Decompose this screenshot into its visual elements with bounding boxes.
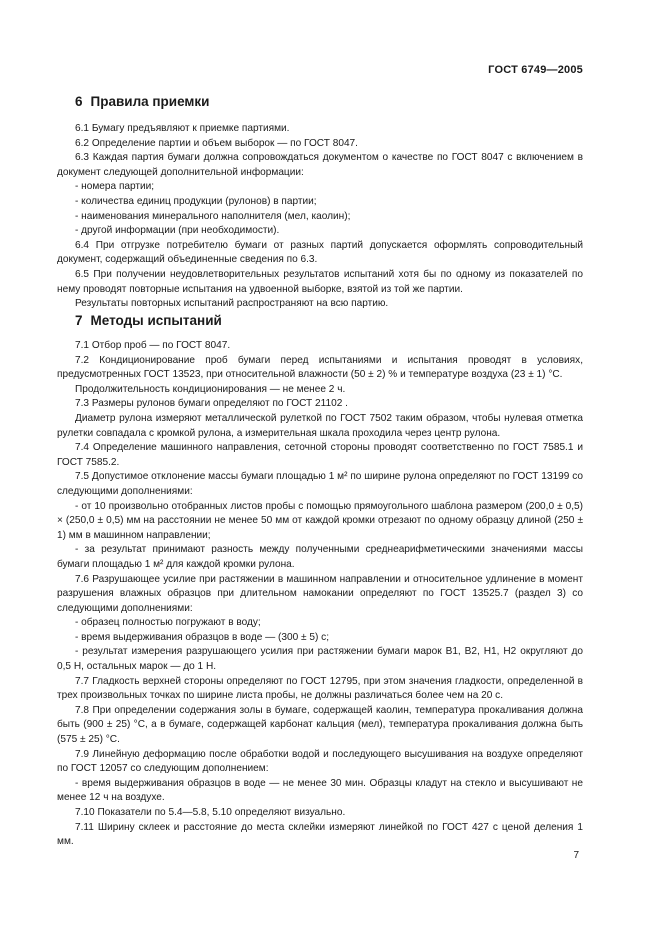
paragraph-6-1: 6.1 Бумагу предъявляют к приемке партиями.: [75, 123, 290, 134]
paragraph-7-2: 7.2 Кондиционирование проб бумаги перед испытаниями и испытания проводят в условиях, предусмотренных ГОСТ 13523, при относительной влажности (50 ± 2) % и температуре воздуха (23 ± 1) °С.: [57, 354, 583, 381]
paragraph-6-5-note: Результаты повторных испытаний распространяют на всю партию.: [75, 298, 389, 310]
paragraph-7-9: 7.9 Линейную деформацию после обработки водой и последующего высушивания на воздухе определяют по ГОСТ 12057 со следующим дополнением:: [57, 748, 583, 775]
list-item: - образец полностью погружают в воду;: [75, 617, 261, 629]
section-6-number: 6: [75, 94, 83, 109]
paragraph-7-4: 7.4 Определение машинного направления, сеточной стороны проводят соответственно по ГОСТ 7585.1 и ГОСТ 7585.2.: [57, 442, 583, 468]
list-item: - наименования минерального наполнителя (мел, каолин);: [75, 210, 351, 222]
section-7-number: 7: [75, 313, 83, 328]
list-item: - от 10 произвольно отобранных листов пробы с помощью прямоугольного шаблона размером (200,0 ± 0,5) × (250,0 ± 0,5) мм на расстоянии не менее 50 мм от каждой кромки отрезают по одному образцу длиной (250 ± 1) мм в машинном направлении;: [57, 500, 583, 541]
paragraph-7-2-note: Продолжительность кондиционирования — не менее 2 ч.: [75, 383, 346, 395]
document-header: ГОСТ 6749—2005: [488, 64, 583, 76]
paragraph-7-1: 7.1 Отбор проб — по ГОСТ 8047.: [75, 340, 231, 351]
section-7-title: Методы испытаний: [90, 313, 222, 328]
paragraph-7-3-note: Диаметр рулона измеряют металлической рулеткой по ГОСТ 7502 таким образом, чтобы нулевая отметка рулетки совпадала с кромкой рулона, а измерительная шкала проходила через центр рулона.: [57, 412, 583, 439]
paragraph-6-3: 6.3 Каждая партия бумаги должна сопровождаться документом о качестве по ГОСТ 8047 с включением в документ следующей дополнительной информации:: [57, 152, 583, 178]
list-item: - другой информации (при необходимости).: [75, 225, 280, 237]
page-number: 7: [573, 850, 579, 861]
section-6-title: Правила приемки: [90, 94, 210, 109]
list-item: - время выдерживания образцов в воде — (300 ± 5) с;: [75, 631, 330, 643]
paragraph-7-3: 7.3 Размеры рулонов бумаги определяют по ГОСТ 21102 .: [75, 398, 348, 410]
paragraph-6-5: 6.5 При получении неудовлетворительных результатов испытаний хотя бы по одному из показателей по нему проводят повторные испытания на удвоенной выборке, взятой из той же партии.: [57, 268, 583, 295]
paragraph-6-4: 6.4 При отгрузке потребителю бумаги от разных партий допускается оформлять сопроводительный документ, содержащий объединенные сведения по 6.3.: [57, 239, 583, 266]
paragraph-7-5: 7.5 Допустимое отклонение массы бумаги площадью 1 м² по ширине рулона определяют по ГОСТ 13199 со следующими дополнениями:: [57, 471, 583, 497]
paragraph-7-7: 7.7 Гладкость верхней стороны определяют по ГОСТ 12795, при этом значения гладкости, определенной в трех произвольных точках по ширине листа пробы, не должны различаться более чем на 20 с.: [57, 675, 583, 702]
section-7-heading: [75, 313, 222, 328]
paragraph-7-6: 7.6 Разрушающее усилие при растяжении в машинном направлении и относительное удлинение в момент разрушения влажных образцов при длительном намокании определяют по ГОСТ 13525.7 (раздел 3) со следующими дополнениями:: [57, 573, 583, 614]
paragraph-7-11: 7.11 Ширину склеек и расстояние до места склейки измеряют линейкой по ГОСТ 427 с ценой деления 1 мм.: [57, 821, 583, 848]
section-6-body: [57, 122, 583, 312]
list-item: - время выдерживания образцов в воде — не менее 30 мин. Образцы кладут на стекло и высушивают не менее 12 ч на воздухе.: [57, 777, 583, 804]
list-item: - номера партии;: [75, 181, 155, 193]
section-6-heading: [75, 94, 209, 109]
paragraph-6-2: 6.2 Определение партии и объем выборок — по ГОСТ 8047.: [75, 137, 358, 149]
list-item: - результат измерения разрушающего усилия при растяжении бумаги марок В1, В2, Н1, Н2 округляют до 0,5 Н, остальных марок — до 1 Н.: [57, 646, 583, 673]
list-item: - за результат принимают разность между полученными среднеарифметическими значениями массы бумаги площадью 1 м² для каждой кромки рулона.: [57, 544, 583, 570]
paragraph-7-10: 7.10 Показатели по 5.4—5.8, 5.10 определяют визуально.: [75, 807, 346, 818]
section-7-body: [57, 339, 583, 850]
paragraph-7-8: 7.8 При определении содержания золы в бумаге, содержащей каолин, температура прокаливания должна быть (900 ± 25) °С, а в бумаге, содержащей карбонат кальция (мел), температура прокаливания должна быть (575 ± 25) °С.: [57, 704, 583, 746]
list-item: - количества единиц продукции (рулонов) в партии;: [75, 195, 317, 207]
